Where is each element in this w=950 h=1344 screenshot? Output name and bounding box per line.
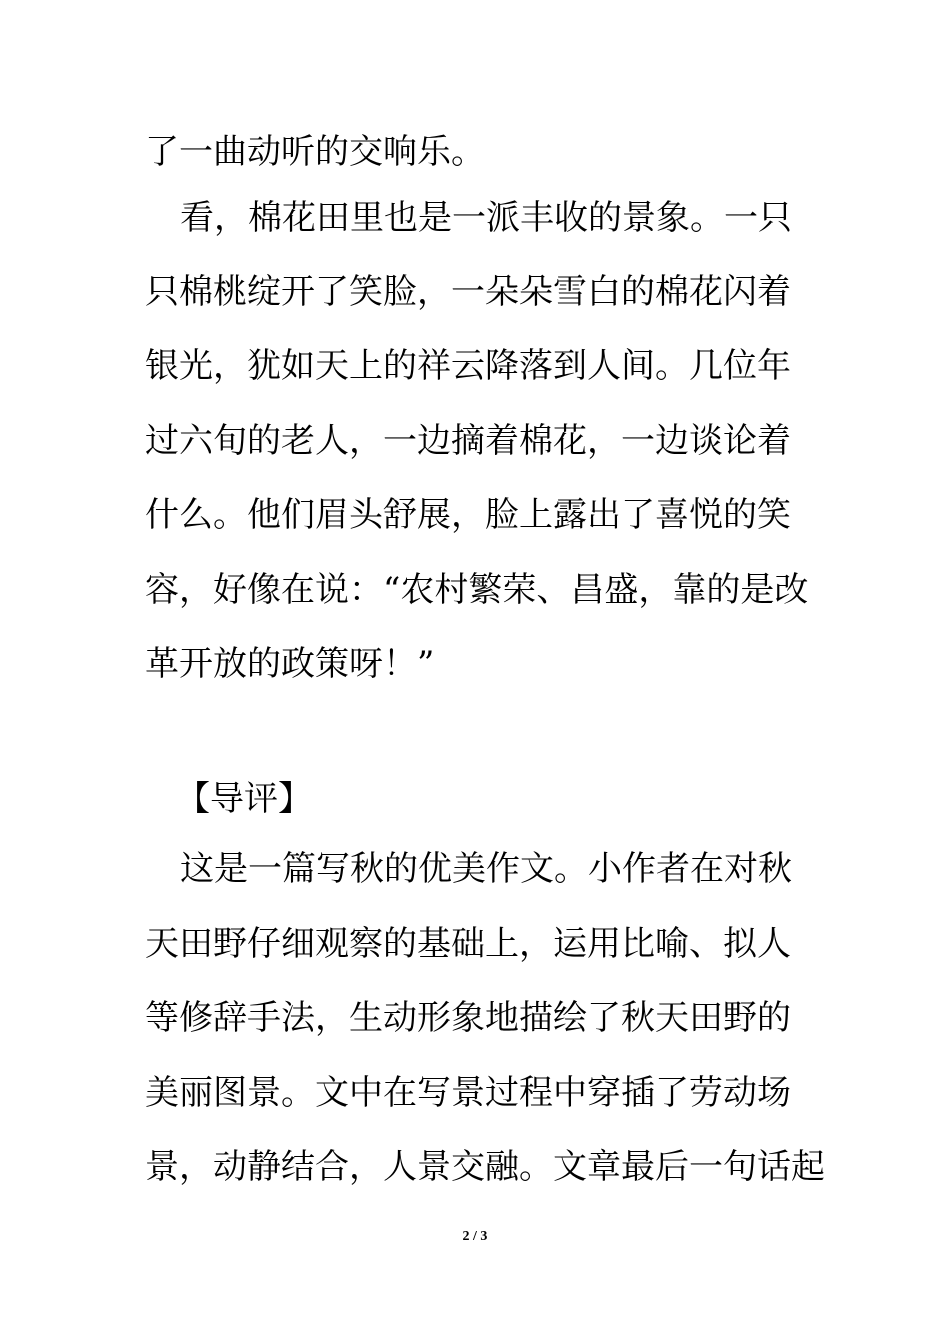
text-line: 看，棉花田里也是一派丰收的景象。一只 [180,198,792,238]
text-line: 什么。他们眉头舒展，脸上露出了喜悦的笑 [145,495,791,535]
text-line: 只棉桃绽开了笑脸，一朵朵雪白的棉花闪着 [145,272,791,312]
text-line: 过六旬的老人，一边摘着棉花，一边谈论着 [145,421,791,461]
text-line: 等修辞手法，生动形象地描绘了秋天田野的 [145,998,791,1038]
page-number: 2 / 3 [462,1229,488,1244]
text-line: 天田野仔细观察的基础上，运用比喻、拟人 [145,924,791,964]
section-heading: 【导评】 [176,779,312,819]
text-line: 银光，犹如天上的祥云降落到人间。几位年 [145,346,791,386]
text-line: 美丽图景。文中在写景过程中穿插了劳动场 [145,1073,791,1113]
text-line: 景，动静结合，人景交融。文章最后一句话起 [145,1147,825,1187]
text-line: 了一曲动听的交响乐。 [145,132,485,172]
text-line: 这是一篇写秋的优美作文。小作者在对秋 [180,849,792,889]
text-line: 革开放的政策呀！” [145,644,435,684]
text-line: 容，好像在说：“农村繁荣、昌盛，靠的是改 [145,570,809,610]
